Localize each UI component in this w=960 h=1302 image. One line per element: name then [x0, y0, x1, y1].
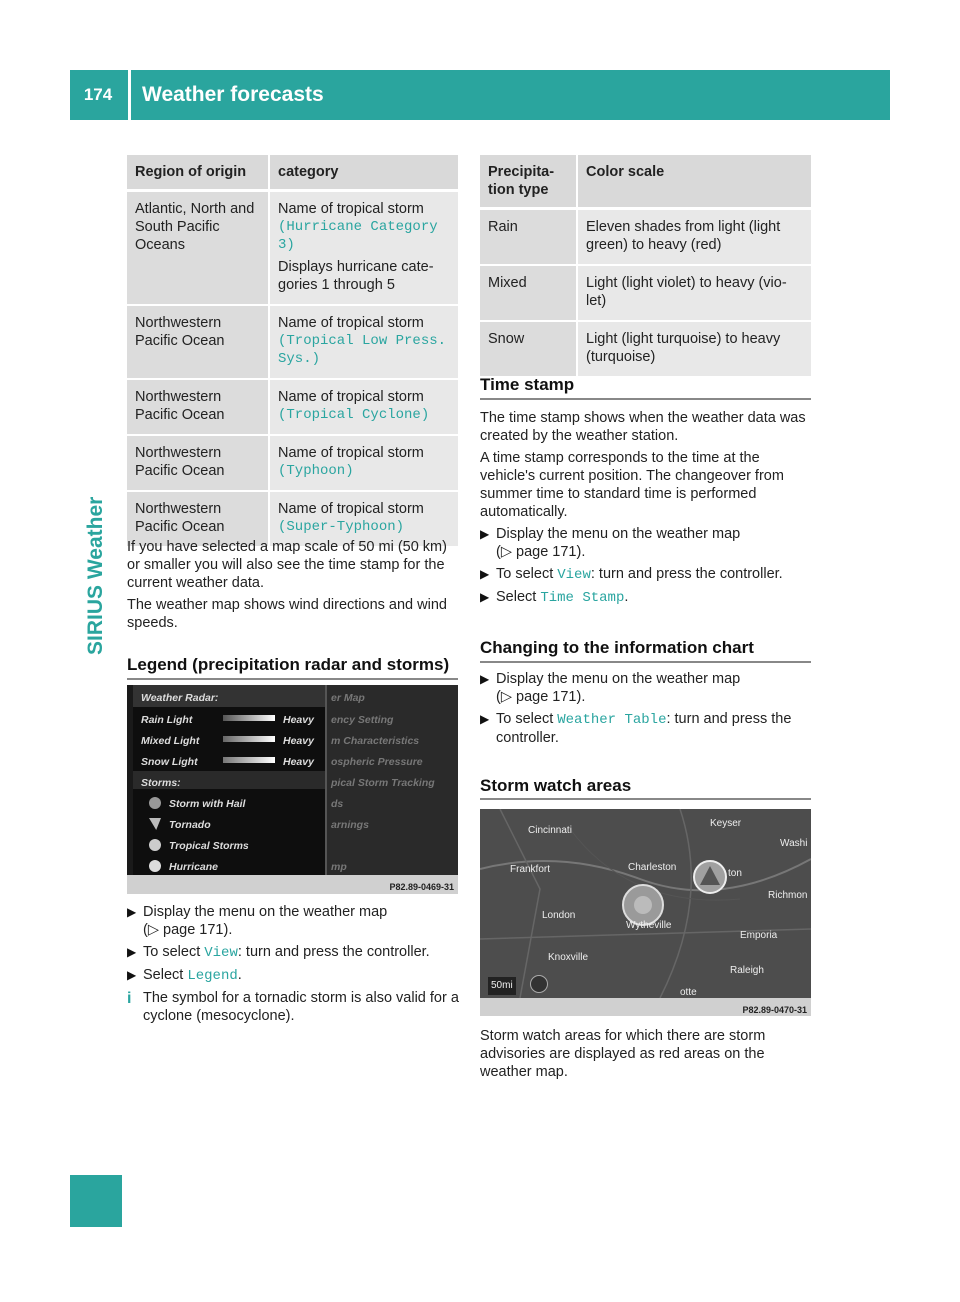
category-code: (Hurricane Category 3) [278, 219, 438, 253]
tropical-storm-icon [149, 839, 161, 851]
table-row [480, 208, 811, 264]
instruction-step: ▶ Display the menu on the weather map (▷ page 171). [480, 526, 741, 560]
arrow-icon: ▶ [480, 712, 490, 726]
compass-icon [530, 975, 548, 993]
instruction-step: ▶ To select View: turn and press the controller. [480, 566, 783, 583]
instruction-step: ▶ Select Time Stamp. [480, 589, 629, 606]
map-label: Emporia [740, 930, 778, 941]
side-label: SIRIUS Weather [84, 496, 107, 655]
category-cell [270, 378, 458, 434]
instruction-step: ▶ Select Legend. [127, 967, 242, 984]
region-cell: Atlantic, North and South Pacific Oceans [127, 190, 270, 304]
table-row [480, 320, 811, 376]
map-label: Frankfort [510, 864, 551, 875]
table-row [127, 434, 458, 490]
instruction-step: ▶ Display the menu on the weather map (▷ page 171). [127, 904, 388, 938]
map-label: ton [728, 868, 742, 879]
instruction-step: ▶ To select Weather Table: turn and press the controller. [480, 711, 792, 746]
map-label: Keyser [710, 818, 742, 829]
storm-name: Name of tropical storm [278, 445, 424, 461]
menu-item: ospheric Pressure [331, 756, 423, 768]
hail-icon [149, 797, 161, 809]
storm-watch-text [480, 1027, 815, 1081]
region-cell: Northwestern Pacific Ocean [127, 434, 270, 490]
table-header-type: Precipita-tion type [480, 155, 578, 208]
side-marker [70, 1175, 122, 1227]
map-label: Raleigh [730, 965, 764, 976]
table-row [480, 264, 811, 320]
category-cell [270, 304, 458, 378]
menu-code: View [557, 567, 591, 583]
legend-steps [127, 903, 462, 1025]
heavy-label: Heavy [283, 756, 314, 768]
info-note: i The symbol for a tornadic storm is also valid for a cyclone (mesocyclone). [127, 990, 459, 1024]
page-header [70, 70, 890, 120]
map-label: London [542, 910, 576, 921]
table-row [127, 378, 458, 434]
precipitation-color-table [480, 155, 811, 376]
rain-scale-bar [223, 715, 275, 721]
menu-code: Legend [187, 968, 238, 984]
menu-row: Tropical Storms [169, 840, 249, 852]
heavy-label: Heavy [283, 714, 314, 726]
arrow-icon: ▶ [480, 590, 490, 604]
map-label: Richmon [768, 890, 808, 901]
category-code: (Typhoon) [278, 463, 354, 479]
heavy-label: Heavy [283, 735, 314, 747]
map-label: Charleston [628, 862, 677, 873]
menu-row: Storm with Hail [169, 798, 246, 810]
table-header-category: category [270, 155, 458, 190]
menu-code: Weather Table [557, 712, 667, 728]
menu-row: Rain Light [141, 714, 193, 726]
menu-item: er Map [331, 692, 365, 704]
arrow-icon: ▶ [127, 945, 137, 959]
paragraph: If you have selected a map scale of 50 mi (50 km) or smaller you will also see the time stamp for the current weather data. [127, 539, 447, 591]
information-chart-steps [480, 670, 815, 747]
table-header-scale: Color scale [578, 155, 811, 208]
menu-row: Tornado [169, 819, 211, 831]
map-scale: 50mi [488, 977, 516, 995]
table-row [127, 190, 458, 304]
category-code: (Super-Typhoon) [278, 519, 405, 535]
sidebar [70, 135, 122, 1235]
storm-name: Name of tropical storm [278, 315, 424, 331]
menu-row: Snow Light [141, 756, 198, 768]
info-icon: i [127, 990, 132, 1007]
snow-scale-bar [223, 757, 275, 763]
tornado-icon [149, 818, 161, 830]
map-label: Washi [780, 838, 808, 849]
storm-name: Name of tropical storm [278, 501, 424, 517]
storm-name: Name of tropical storm [278, 201, 424, 217]
type-cell: Mixed [480, 264, 578, 320]
category-cell [270, 434, 458, 490]
paragraph: The weather map shows wind directions and wind speeds. [127, 597, 447, 631]
left-text [127, 538, 462, 632]
heading-rule [127, 678, 458, 680]
legend-menu [133, 685, 327, 875]
map-label: Knoxville [548, 952, 589, 963]
menu-row: Storms: [141, 777, 181, 789]
legend-heading: Legend (precipitation radar and storms) [127, 655, 450, 674]
table-header-region: Region of origin [127, 155, 270, 190]
arrow-icon: ▶ [127, 905, 137, 919]
storm-watch-map-screenshot [480, 809, 811, 1016]
category-code: (Tropical Low Press. Sys.) [278, 333, 447, 367]
category-cell [270, 190, 458, 304]
type-cell: Rain [480, 208, 578, 264]
menu-code: Time Stamp [540, 590, 625, 606]
menu-title: Weather Radar: [141, 692, 219, 704]
heading-rule [480, 798, 811, 800]
page-number: 174 [83, 85, 113, 104]
image-code: P82.89-0470-31 [742, 1005, 807, 1015]
information-chart-heading: Changing to the information chart [480, 638, 754, 657]
heading-rule [480, 398, 811, 400]
image-code: P82.89-0469-31 [389, 882, 454, 892]
menu-row: Hurricane [169, 861, 219, 873]
heading-rule [480, 661, 811, 663]
page-title: Weather forecasts [142, 83, 324, 106]
menu-row: Mixed Light [141, 735, 200, 747]
category-code: (Tropical Cyclone) [278, 407, 430, 423]
region-cell: Northwestern Pacific Ocean [127, 304, 270, 378]
region-cell: Northwestern Pacific Ocean [127, 490, 270, 546]
weather-radar-legend-screenshot [127, 685, 458, 894]
hurricane-icon [149, 860, 161, 872]
time-stamp-heading: Time stamp [480, 375, 575, 394]
menu-item: pical Storm Tracking [331, 777, 435, 789]
menu-item: ds [331, 798, 344, 810]
map-label: otte [680, 987, 697, 998]
map-label: Wytheville [626, 920, 672, 931]
header-separator [128, 70, 131, 120]
scale-cell: Light (light turquoise) to heavy (turquoise) [578, 320, 811, 376]
menu-item: arnings [331, 819, 369, 831]
category-note: Displays hurricane cate-gories 1 through 5 [278, 259, 434, 293]
menu-code: View [204, 945, 238, 961]
instruction-step: ▶ To select View: turn and press the controller. [127, 944, 430, 961]
background-menu [327, 685, 458, 875]
menu-item: mp [331, 861, 347, 873]
mixed-scale-bar [223, 736, 275, 742]
map-label: Cincinnati [528, 825, 572, 836]
arrow-icon: ▶ [127, 968, 137, 982]
storm-name: Name of tropical storm [278, 389, 424, 405]
menu-item: ency Setting [331, 714, 394, 726]
paragraph: A time stamp corresponds to the time at the vehicle's current position. The changeover from summer time to standard time is performed automatically. [480, 450, 784, 520]
menu-item: m Characteristics [331, 735, 420, 747]
arrow-icon: ▶ [480, 567, 490, 581]
paragraph: The time stamp shows when the weather data was created by the weather station. [480, 410, 806, 444]
storm-category-table [127, 155, 458, 546]
table-row [127, 304, 458, 378]
scale-cell: Eleven shades from light (light green) to heavy (red) [578, 208, 811, 264]
instruction-step: ▶ Display the menu on the weather map (▷ page 171). [480, 671, 741, 705]
scale-cell: Light (light violet) to heavy (vio-let) [578, 264, 811, 320]
arrow-icon: ▶ [480, 527, 490, 541]
paragraph: Storm watch areas for which there are storm advisories are displayed as red areas on the weather map. [480, 1028, 766, 1080]
region-cell: Northwestern Pacific Ocean [127, 378, 270, 434]
time-stamp-text [480, 409, 815, 607]
arrow-icon: ▶ [480, 672, 490, 686]
type-cell: Snow [480, 320, 578, 376]
storm-watch-heading: Storm watch areas [480, 776, 632, 795]
